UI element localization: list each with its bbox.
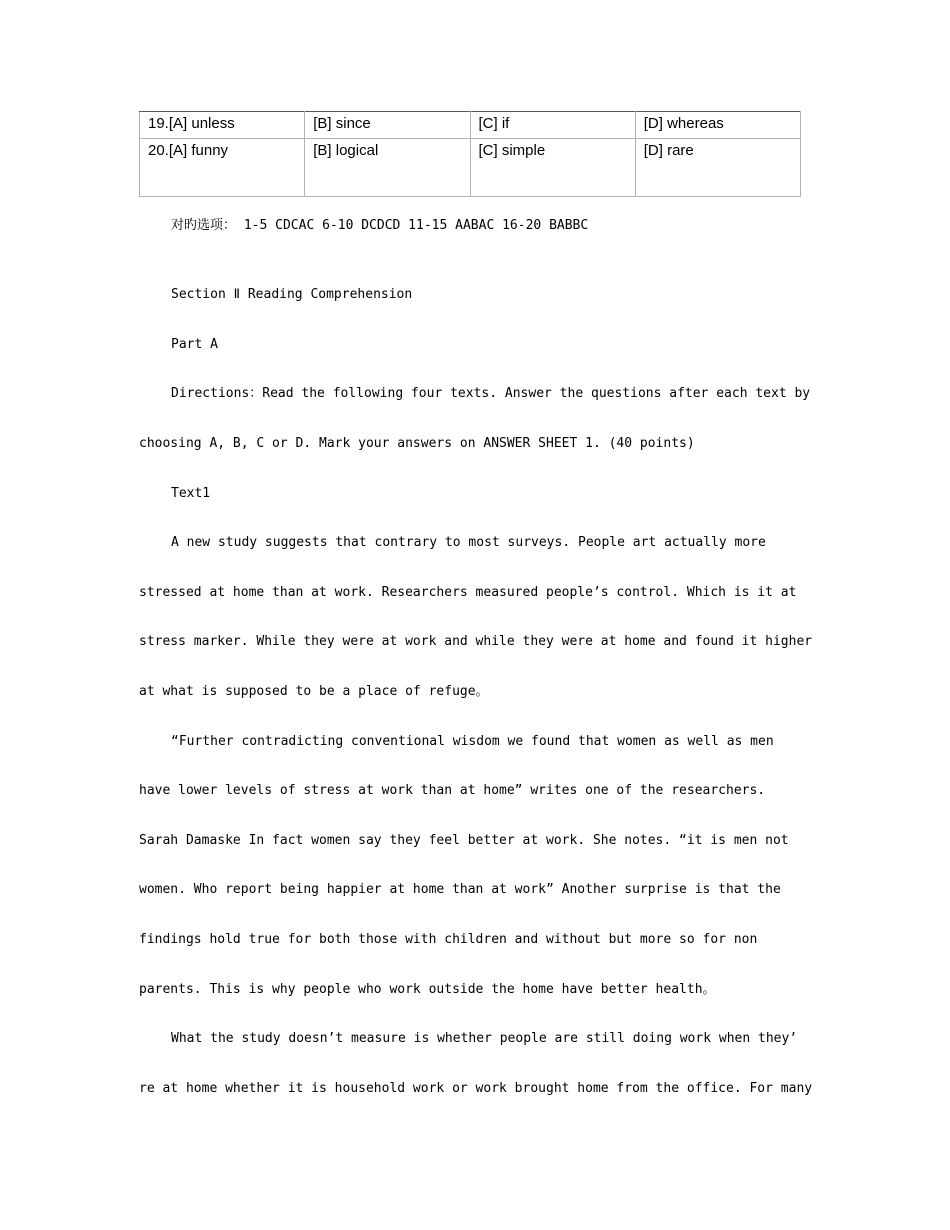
paragraph-line: parents. This is why people who work outside the home have better health。	[139, 982, 716, 997]
option-cell: [B] logical	[305, 139, 470, 197]
option-cell: 20.[A] funny	[140, 139, 305, 197]
text-title: Text1	[171, 486, 211, 501]
directions-line: Directions：Read the following four texts. Answer the questions after each text by	[171, 386, 811, 401]
option-cell: [D] whereas	[635, 112, 800, 139]
section-title: Section Ⅱ Reading Comprehension	[171, 287, 413, 302]
table-row	[140, 139, 801, 197]
table-row	[140, 112, 801, 139]
answer-options-table	[139, 111, 801, 197]
paragraph-line: at what is supposed to be a place of refuge。	[139, 684, 489, 699]
option-cell: [C] if	[470, 112, 635, 139]
option-cell: [D] rare	[635, 139, 800, 197]
paragraph-line: “Further contradicting conventional wisdom we found that women as well as men	[171, 734, 774, 749]
answer-key: 对旳选项： 1-5 CDCAC 6-10 DCDCD 11-15 AABAC 16-20 BABBC	[171, 218, 589, 233]
option-cell: [C] simple	[470, 139, 635, 197]
part-title: Part A	[171, 337, 218, 352]
paragraph-line: have lower levels of stress at work than at home” writes one of the researchers.	[139, 783, 766, 798]
paragraph-line: Sarah Damaske In fact women say they feel better at work. She notes. “it is men not	[139, 833, 789, 848]
option-cell: 19.[A] unless	[140, 112, 305, 139]
paragraph-line: What the study doesn’t measure is whether people are still doing work when they’	[171, 1031, 798, 1046]
option-cell: [B] since	[305, 112, 470, 139]
paragraph-line: stress marker. While they were at work and while they were at home and found it higher	[139, 634, 813, 649]
paragraph-line: findings hold true for both those with children and without but more so for non	[139, 932, 758, 947]
paragraph-line: A new study suggests that contrary to most surveys. People art actually more	[171, 535, 766, 550]
paragraph-line: re at home whether it is household work or work brought home from the office. For many	[139, 1081, 813, 1096]
paragraph-line: women. Who report being happier at home than at work” Another surprise is that the	[139, 882, 781, 897]
paragraph-line: stressed at home than at work. Researchers measured people’s control. Which is it at	[139, 585, 797, 600]
directions-line: choosing A, B, C or D. Mark your answers on ANSWER SHEET 1. (40 points)	[139, 436, 695, 451]
